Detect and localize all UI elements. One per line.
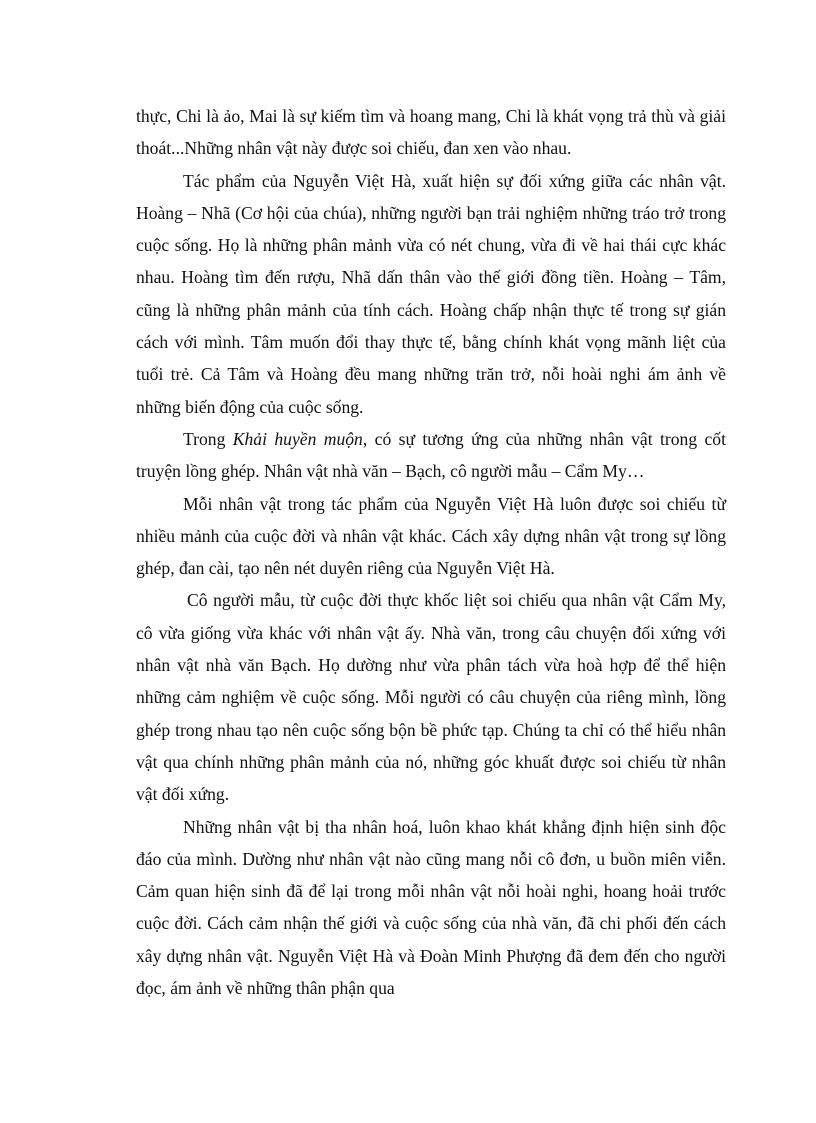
paragraph-existential: Những nhân vật bị tha nhân hoá, luôn khao khát khẳng định hiện sinh độc đáo của mình. Dường như nhân vật nào cũng mang nỗi cô đơn, u buồn miên viễn. Cảm quan hiện sinh đã để lại trong mỗi nhân vật nỗi hoài nghi, hoang hoải trước cuộc đời. Cách cảm nhận thế giới và cuộc sống của nhà văn, đã chi phối đến cách xây dựng nhân vật. Nguyễn Việt Hà và Đoàn Minh Phượng đã đem đến cho người đọc, ám ảnh về những thân phận qua — [136, 816, 726, 999]
paragraph-model-character: Cô người mẫu, từ cuộc đời thực khốc liệt soi chiếu qua nhân vật Cẩm My, cô vừa giống vừa khác với nhân vật ấy. Nhà văn, trong câu chuyện đối xứng với nhân vật nhà văn Bạch. Họ dường như vừa phân tách vừa hoà hợp để thể hiện những cảm nghiệm về cuộc sống. Mỗi người có câu chuyện của riêng mình, lồng ghép trong nhau tạo nên cuộc sống bộn bề phức tạp. Chúng ta chỉ có thể hiểu nhân vật qua chính những phân mảnh của nó, những góc khuất được soi chiếu từ nhân vật đối xứng. — [136, 590, 726, 805]
book-title: Khải huyền muộn — [232, 428, 363, 449]
body-text — [136, 100, 726, 1004]
paragraph-continuation: thực, Chi là ảo, Mai là sự kiếm tìm và hoang mang, Chi là khát vọng trả thù và giải thoát...Những nhân vật này được soi chiếu, đan xen vào nhau. — [136, 106, 726, 159]
paragraph-character-mirroring: Mỗi nhân vật trong tác phẩm của Nguyễn Việt Hà luôn được soi chiếu từ nhiều mảnh của cuộc đời và nhân vật khác. Cách xây dựng nhân vật trong sự lồng ghép, đan cài, tạo nên nét duyên riêng của Nguyễn Việt Hà. — [136, 493, 726, 579]
paragraph-text-before: Trong — [183, 428, 233, 449]
paragraph-symmetry: Tác phẩm của Nguyễn Việt Hà, xuất hiện sự đối xứng giữa các nhân vật. Hoàng – Nhã (Cơ hội của chúa), những người bạn trải nghiệm những tráo trở trong cuộc sống. Họ là những phân mảnh vừa có nét chung, vừa đi về hai thái cực khác nhau. Hoàng tìm đến rượu, Nhã dấn thân vào thế giới đồng tiền. Hoàng – Tâm, cũng là những phân mảnh của tính cách. Hoàng chấp nhận thực tế trong sự gián cách với mình. Tâm muốn đổi thay thực tế, bằng chính khát vọng mãnh liệt của tuổi trẻ. Cả Tâm và Hoàng đều mang những trăn trở, nỗi hoài nghi ám ảnh về những biến động của cuộc sống. — [136, 170, 726, 417]
paragraph-text-after: , có sự tương ứng của những nhân vật trong cốt truyện lồng ghép. Nhân vật nhà văn – Bạch, cô người mẫu – Cẩm My… — [136, 428, 726, 482]
paragraph-khai-huyen-muon — [136, 423, 726, 488]
